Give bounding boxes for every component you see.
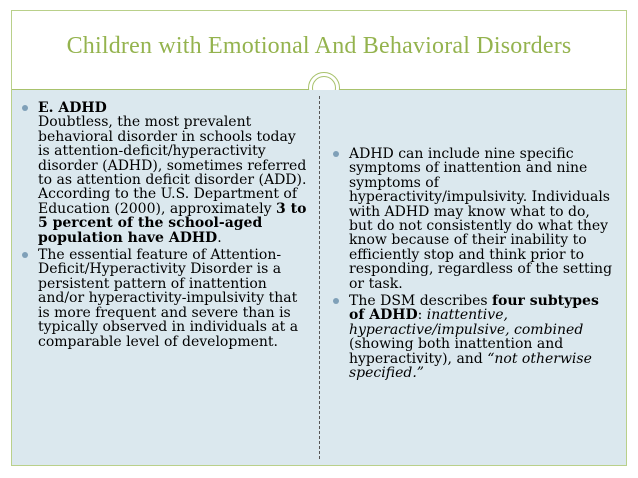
bullet-text: The essential feature of Attention-Deficit/Hyperactivity Disorder is a persistent pattern of inattention and/or hyperactivity-impulsivity that is more frequent and severe than is typically observed in individuals at a comparable level of development. xyxy=(38,247,299,350)
bullet-item-symptoms xyxy=(333,147,617,291)
column-divider xyxy=(319,96,320,459)
bullet-item-subtypes xyxy=(333,294,617,380)
bullet-icon xyxy=(333,151,339,157)
section-heading: E. ADHD xyxy=(38,100,107,116)
bullet-item-adhd xyxy=(22,101,308,245)
bullet-text xyxy=(349,293,599,381)
dsm-intro: The DSM describes xyxy=(349,293,493,310)
bullet-icon xyxy=(22,252,28,258)
adhd-description: Doubtless, the most prevalent behavioral disorder in schools today is attention-deficit/hyperactivity disorder (ADHD), sometimes referred to as attention deficit disorder (ADD). According to the U.S. Department of Education (2000), approximately xyxy=(38,114,307,217)
slide xyxy=(11,10,627,466)
period: . xyxy=(217,229,222,246)
colon: : xyxy=(417,307,427,324)
prevalence-highlight: 3 to 5 percent of the school-aged population have ADHD xyxy=(38,200,307,246)
combined-explanation: (showing both inattention and hyperactivity), and xyxy=(349,336,564,367)
right-column xyxy=(333,147,617,384)
bullet-item-essential-feature xyxy=(22,248,308,349)
subtype-names: inattentive, hyperactive/impulsive, combined xyxy=(349,307,584,338)
bullet-icon xyxy=(22,105,28,111)
content-area xyxy=(12,90,626,465)
bullet-text xyxy=(38,114,306,245)
bullet-icon xyxy=(333,298,339,304)
slide-title: Children with Emotional And Behavioral Disorders xyxy=(66,33,572,59)
bullet-text: ADHD can include nine specific symptoms of inattention and nine symptoms of hyperactivity/impulsivity. Individuals with ADHD may know what to do, but do not consistently do what they know because of their inability to efficiently stop and think prior to responding, regardless of the setting or task. xyxy=(349,146,613,292)
left-column xyxy=(22,101,308,352)
nos-subtype: “not otherwise specified.” xyxy=(349,350,592,382)
subtypes-highlight: four subtypes of ADHD xyxy=(349,293,599,324)
